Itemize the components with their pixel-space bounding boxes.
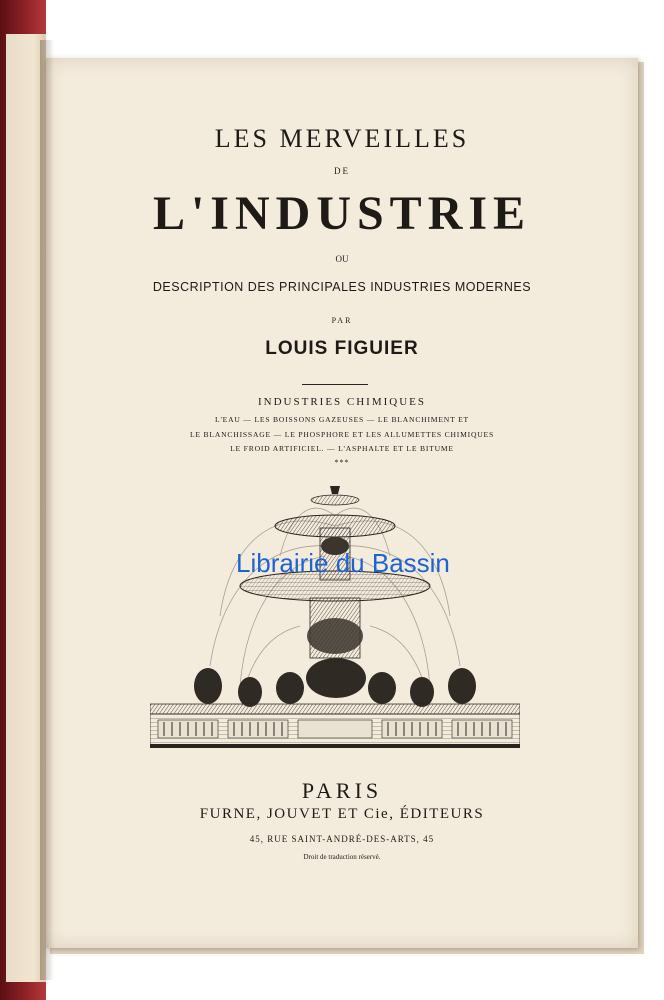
main-title: L'INDUSTRIE bbox=[152, 187, 532, 240]
title-rule bbox=[302, 384, 368, 385]
volume-mark: *** bbox=[334, 458, 350, 467]
author-name: LOUIS FIGUIER bbox=[265, 338, 419, 359]
contents-line: LE FROID ARTIFICIEL. — L'ASPHALTE ET LE BITUME bbox=[230, 444, 454, 453]
title-de: DE bbox=[334, 166, 350, 176]
rights-notice: Droit de traduction réservé. bbox=[303, 853, 381, 861]
fountain-engraving bbox=[150, 486, 520, 751]
title-page bbox=[46, 58, 638, 948]
publisher: FURNE, JOUVET ET Cie, ÉDITEURS bbox=[199, 806, 485, 822]
watermark-text: Librairie du Bassin bbox=[236, 548, 450, 578]
publisher-address: 45, RUE SAINT-ANDRÉ-DES-ARTS, 45 bbox=[249, 834, 435, 844]
subtitle: DESCRIPTION DES PRINCIPALES INDUSTRIES MODERNES bbox=[152, 280, 532, 294]
by-label: PAR bbox=[331, 316, 353, 325]
title-ou: OU bbox=[335, 254, 349, 264]
publication-city: PARIS bbox=[301, 778, 383, 803]
title-line1: LES MERVEILLES bbox=[214, 124, 470, 153]
book-gutter-shadow bbox=[40, 40, 54, 980]
contents-line: LE BLANCHISSAGE — LE PHOSPHORE ET LES ALLUMETTES CHIMIQUES bbox=[189, 430, 495, 439]
contents-line: L'EAU — LES BOISSONS GAZEUSES — LE BLANCHIMENT ET bbox=[215, 415, 469, 424]
section-title: INDUSTRIES CHIMIQUES bbox=[257, 396, 427, 408]
